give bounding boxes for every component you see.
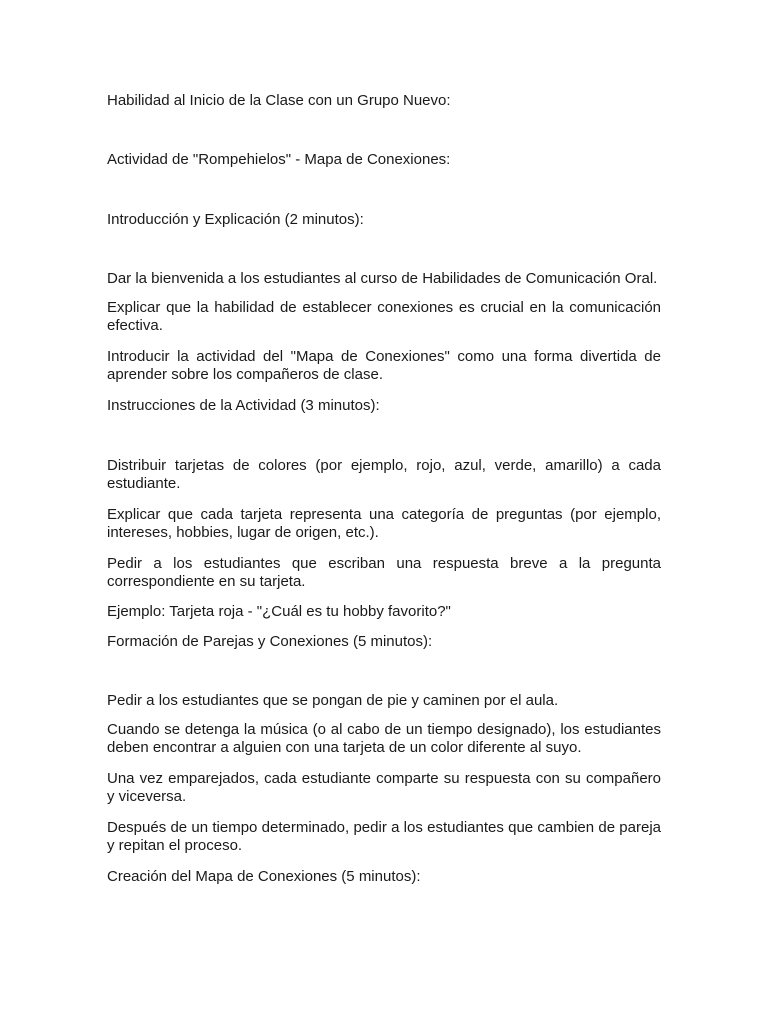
paragraph-write-answer: Pedir a los estudiantes que escriban una respuesta breve a la pregunta correspondiente en su tarjeta. [107,555,661,590]
paragraph-switch-partners: Después de un tiempo determinado, pedir a los estudiantes que cambien de pareja y repitan el proceso. [107,819,661,854]
section-heading-instructions: Instrucciones de la Actividad (3 minutos): [107,397,380,414]
paragraph-example: Ejemplo: Tarjeta roja - "¿Cuál es tu hobby favorito?" [107,603,451,620]
section-heading-introduction: Introducción y Explicación (2 minutos): [107,211,364,228]
activity-heading: Actividad de "Rompehielos" - Mapa de Conexiones: [107,151,451,168]
paragraph-walk-around: Pedir a los estudiantes que se pongan de pie y caminen por el aula. [107,692,559,709]
section-heading-map-creation: Creación del Mapa de Conexiones (5 minutos): [107,868,421,885]
paragraph-share-answer: Una vez emparejados, cada estudiante comparte su respuesta con su compañero y viceversa. [107,770,661,805]
paragraph-explain-categories: Explicar que cada tarjeta representa una categoría de preguntas (por ejemplo, intereses, hobbies, lugar de origen, etc.). [107,506,661,541]
paragraph-distribute-cards: Distribuir tarjetas de colores (por ejemplo, rojo, azul, verde, amarillo) a cada estudiante. [107,457,661,492]
document-title: Habilidad al Inicio de la Clase con un Grupo Nuevo: [107,92,451,109]
section-heading-pairs: Formación de Parejas y Conexiones (5 minutos): [107,633,433,650]
paragraph-introduce-activity: Introducir la actividad del "Mapa de Conexiones" como una forma divertida de aprender sobre los compañeros de clase. [107,348,661,383]
paragraph-find-partner: Cuando se detenga la música (o al cabo de un tiempo designado), los estudiantes deben encontrar a alguien con una tarjeta de un color diferente al suyo. [107,721,661,756]
paragraph-explain-connections: Explicar que la habilidad de establecer conexiones es crucial en la comunicación efectiva. [107,299,661,334]
paragraph-welcome: Dar la bienvenida a los estudiantes al curso de Habilidades de Comunicación Oral. [107,270,658,287]
